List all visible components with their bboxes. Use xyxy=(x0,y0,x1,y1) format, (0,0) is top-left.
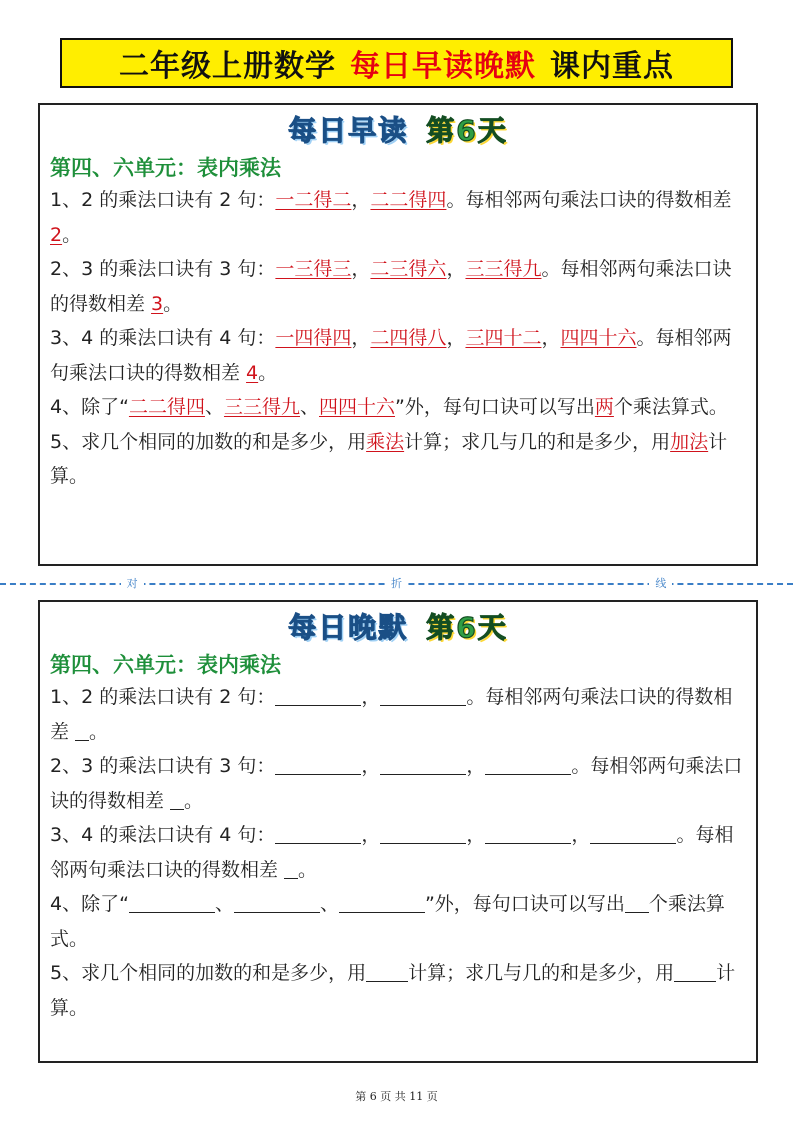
item-text: 。 xyxy=(258,361,278,384)
answer: 3 xyxy=(151,292,164,315)
item-text: 4、除了“ xyxy=(50,893,129,915)
item-text: 。每相邻两句乘法口诀的得数相差 xyxy=(50,686,733,743)
item-text: 。每相邻两句乘法口诀的得数相差 xyxy=(50,824,734,881)
answer: 四四十六 xyxy=(319,396,396,418)
answer: 三三得九 xyxy=(223,396,300,418)
answer: 2 xyxy=(50,223,63,246)
fill-blank[interactable] xyxy=(380,821,466,844)
fold-char: 线 xyxy=(649,575,672,591)
fill-blank[interactable] xyxy=(625,890,649,913)
section-heading: 第四、六单元：表内乘法 xyxy=(50,653,281,677)
item-text: 。 xyxy=(62,223,82,246)
header-subtitle: 每日早读晚默 xyxy=(350,49,536,84)
evening-dictation-title xyxy=(40,608,756,648)
separator: ， xyxy=(446,258,466,280)
separator: 、 xyxy=(299,396,319,418)
separator: 、 xyxy=(204,396,224,418)
section-heading: 第四、六单元：表内乘法 xyxy=(50,156,281,180)
item-text: 。 xyxy=(298,858,318,881)
item-text: 2、3 的乘法口诀有 3 句： xyxy=(50,755,276,777)
answer: 一四得四 xyxy=(275,327,352,349)
item-3 xyxy=(50,818,746,887)
evening-content xyxy=(50,680,746,1025)
fill-blank[interactable] xyxy=(75,718,89,741)
separator: ， xyxy=(466,755,486,777)
separator: ， xyxy=(361,755,381,777)
title-text: 每日晚默 xyxy=(288,611,409,644)
item-4 xyxy=(50,390,746,425)
answer: 二四得八 xyxy=(370,327,447,349)
item-2 xyxy=(50,252,746,321)
fill-blank[interactable] xyxy=(284,856,298,879)
item-text: 。每相邻两句乘法口诀的得数相差 xyxy=(50,327,732,384)
header-grade: 二年级上册数学 xyxy=(119,49,336,84)
evening-dictation-card xyxy=(38,600,758,1063)
title-text: 每日早读 xyxy=(288,114,409,147)
separator: 、 xyxy=(214,893,234,915)
answer: 三四十二 xyxy=(465,327,542,349)
item-text: 。 xyxy=(89,720,109,743)
separator: ， xyxy=(571,824,591,846)
fill-blank[interactable] xyxy=(234,890,320,913)
answer: 4 xyxy=(246,361,259,384)
answer: 二二得四 xyxy=(370,189,447,211)
answer: 四四十六 xyxy=(560,327,637,349)
item-text: 计算；求几与几的和是多少，用 xyxy=(408,962,675,984)
item-text: 2、3 的乘法口诀有 3 句： xyxy=(50,258,276,280)
separator: ， xyxy=(541,327,561,349)
title-day: 第6天 xyxy=(426,611,508,644)
fill-blank[interactable] xyxy=(275,683,361,706)
item-1 xyxy=(50,680,746,749)
item-text: 。 xyxy=(184,789,204,812)
fill-blank[interactable] xyxy=(674,959,716,982)
separator: ， xyxy=(361,824,381,846)
answer: 二二得四 xyxy=(128,396,205,418)
separator: ， xyxy=(351,189,371,211)
item-text: 4、除了“ xyxy=(50,396,129,418)
item-text: ”外，每句口诀可以写出 xyxy=(395,396,595,418)
item-text: 计算。 xyxy=(50,962,736,1019)
separator: ， xyxy=(351,327,371,349)
page-number: 第 6 页 共 11 页 xyxy=(355,1090,438,1103)
fill-blank[interactable] xyxy=(366,959,408,982)
fill-blank[interactable] xyxy=(275,821,361,844)
fold-char: 折 xyxy=(385,575,408,591)
item-text: ”外，每句口诀可以写出 xyxy=(424,893,625,915)
answer: 三三得九 xyxy=(465,258,542,280)
item-text: 1、2 的乘法口诀有 2 句： xyxy=(50,189,276,211)
answer: 二三得六 xyxy=(370,258,447,280)
item-text: 3、4 的乘法口诀有 4 句： xyxy=(50,327,276,349)
item-text: 。每相邻两句乘法口诀的得数相差 xyxy=(50,258,732,315)
separator: ， xyxy=(361,686,381,708)
header-topic: 课内重点 xyxy=(550,49,674,84)
separator: ， xyxy=(466,824,486,846)
morning-reading-title xyxy=(40,111,756,151)
fill-blank[interactable] xyxy=(485,821,571,844)
item-text: 个乘法算式。 xyxy=(50,893,725,950)
separator: ， xyxy=(351,258,371,280)
answer: 乘法 xyxy=(366,430,405,453)
fill-blank[interactable] xyxy=(590,821,676,844)
item-text: 计算。 xyxy=(50,430,728,487)
fill-blank[interactable] xyxy=(380,752,466,775)
separator: ， xyxy=(446,327,466,349)
item-text: 个乘法算式。 xyxy=(613,396,728,418)
item-5 xyxy=(50,956,746,1025)
answer: 加法 xyxy=(670,430,709,453)
fill-blank[interactable] xyxy=(380,683,466,706)
fill-blank[interactable] xyxy=(275,752,361,775)
item-text: 计算；求几与几的和是多少，用 xyxy=(404,430,671,453)
separator: 、 xyxy=(319,893,339,915)
morning-reading-card xyxy=(38,103,758,566)
item-text: 。每相邻两句乘法口诀的得数相差 xyxy=(446,189,732,211)
item-5 xyxy=(50,425,746,494)
answer: 一三得三 xyxy=(275,258,352,280)
item-2 xyxy=(50,749,746,818)
item-3 xyxy=(50,321,746,390)
page-header-banner xyxy=(60,38,733,88)
fill-blank[interactable] xyxy=(129,890,215,913)
fold-label xyxy=(0,575,793,591)
fill-blank[interactable] xyxy=(485,752,571,775)
item-text: 5、求几个相同的加数的和是多少，用 xyxy=(50,962,367,984)
morning-content xyxy=(50,183,746,494)
fill-blank[interactable] xyxy=(170,787,184,810)
answer: 一二得二 xyxy=(275,189,352,211)
fold-char: 对 xyxy=(121,575,144,591)
answer: 两 xyxy=(594,396,614,418)
item-text: 。每相邻两句乘法口诀的得数相差 xyxy=(50,755,743,812)
item-text: 5、求几个相同的加数的和是多少，用 xyxy=(50,430,367,453)
item-text: 3、4 的乘法口诀有 4 句： xyxy=(50,824,276,846)
item-4 xyxy=(50,887,746,956)
fill-blank[interactable] xyxy=(339,890,425,913)
item-text: 。 xyxy=(163,292,183,315)
title-day: 第6天 xyxy=(426,114,508,147)
item-text: 1、2 的乘法口诀有 2 句： xyxy=(50,686,276,708)
item-1 xyxy=(50,183,746,252)
